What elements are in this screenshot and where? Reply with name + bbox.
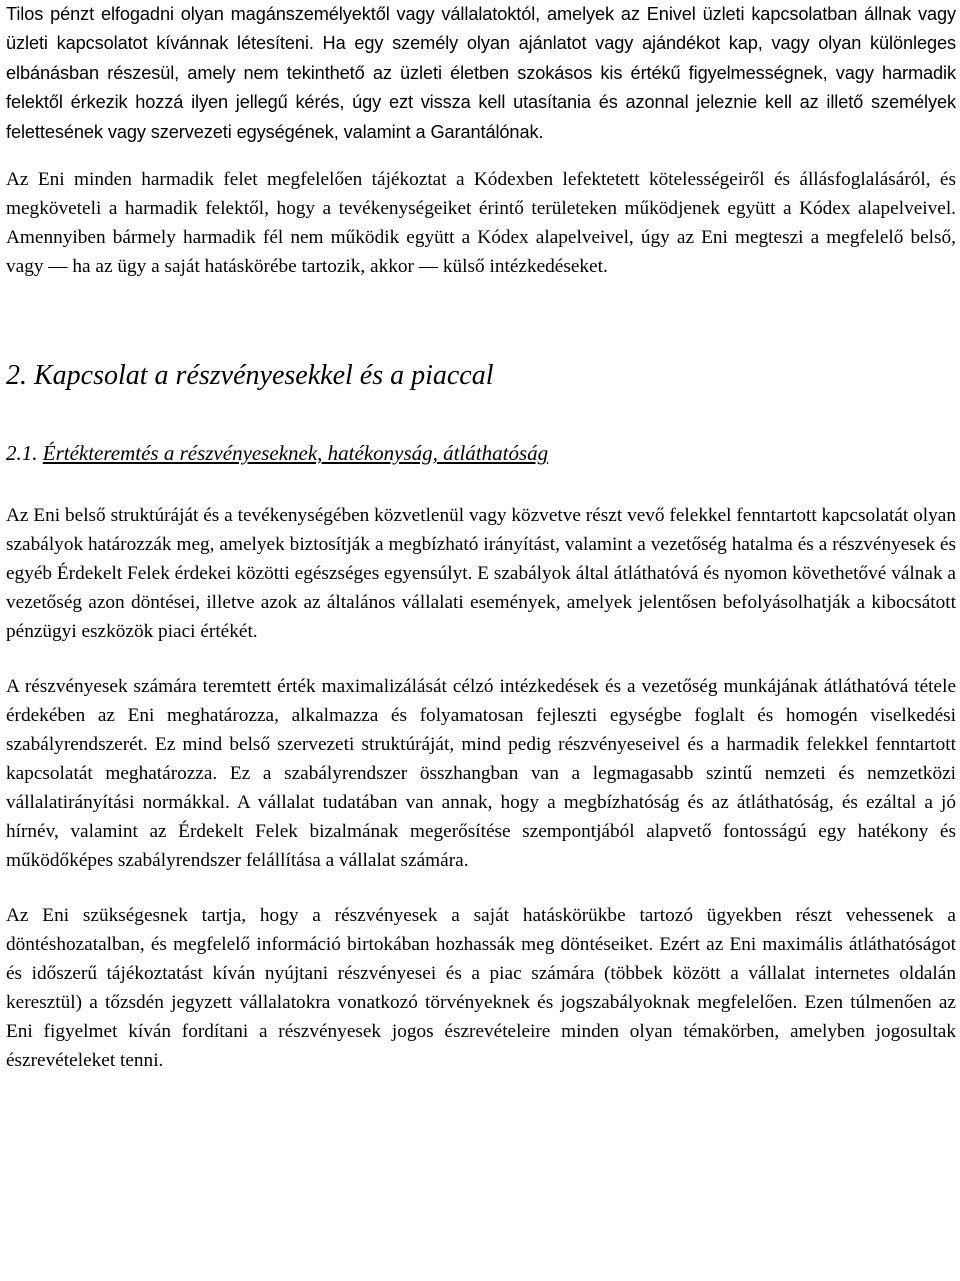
subsection-title: Értékteremtés a részvényeseknek, hatékonyság, átláthatóság [42,441,549,466]
paragraph-value: A részvényesek számára teremtett érték maximalizálását célzó intézkedések és a vezetőség munkájának átláthatóvá tétele érdekében az Eni meghatározza, alkalmazza és folyamatosan fejleszti egységbe foglalt és homogén viselkedési szabályrendszerét. Ez mind belső szervezeti struktúráját, mind pedig részvényeseivel és a harmadik felekkel fenntartott kapcsolatát meghatározza. Ez a szabályrendszer összhangban van a legmagasabb szintű nemzeti és nemzetközi vállalatirányítási normákkal. A vállalat tudatában van annak, hogy a megbízhatóság és az átláthatóság, és ezáltal a jó hírnév, valamint az Érdekelt Felek bizalmának megerősítése szempontjából alapvető fontosságú egy hatékony és működőképes szabályrendszer felállítása a vállalat számára. [6,676,956,872]
paragraph-intro: Tilos pénzt elfogadni olyan magánszemélyektől vagy vállalatoktól, amelyek az Enivel üzleti kapcsolatban állnak vagy üzleti kapcsolatot kívánnak létesíteni. Ha egy személy olyan ajánlatot vagy ajándékot kap, vagy olyan különleges elbánásban részesül, amely nem tekinthető az üzleti életben szokásos kis értékű figyelmességnek, vagy harmadik felektől érkezik hozzá ilyen jellegű kérés, úgy ezt vissza kell utasítania és azonnal jeleznie kell az illető személyek felettesének vagy szervezeti egységének, valamint a Garantálónak. [6,4,956,142]
document-page [6,0,956,1075]
subsection-heading [6,439,956,467]
section-heading: 2. Kapcsolat a részvényesekkel és a piaccal [6,360,494,392]
paragraph-eni-third-parties: Az Eni minden harmadik felet megfelelően tájékoztat a Kódexben lefektetett kötelességeiről és állásfoglalásáról, és megköveteli a harmadik felektől, hogy a tevékenységeiket érintő területeken működjenek együtt a Kódex alapelveivel. Amennyiben bármely harmadik fél nem működik együtt a Kódex alapelveivel, úgy az Eni megteszi a megfelelő belső, vagy ― ha az ügy a saját hatáskörébe tartozik, akkor ― külső intézkedéseket. [6,169,956,278]
paragraph-shareholders: Az Eni szükségesnek tartja, hogy a részvényesek a saját hatáskörükbe tartozó ügyekben részt vehessenek a döntéshozatalban, és megfelelő információ birtokában hozhassák meg döntéseiket. Ezért az Eni maximális átláthatóságot és időszerű tájékoztatást kíván nyújtani részvényesei és a piac számára (többek között a vállalat internetes oldalán keresztül) a tőzsdén jegyzett vállalatokra vonatkozó törvényeknek és jogszabályoknak megfelelően. Ezen túlmenően az Eni figyelmet kíván fordítani a részvényesek jogos észrevételeire minden olyan témakörben, amelyben jogosultak észrevételeket tenni. [6,905,956,1072]
paragraph-structure: Az Eni belső struktúráját és a tevékenységében közvetlenül vagy közvetve részt vevő felekkel fenntartott kapcsolatát olyan szabályok határozzák meg, amelyek biztosítják a megbízható irányítást, valamint a vezetőség hatalma és a részvényesek és egyéb Érdekelt Felek érdekei közötti egészséges egyensúlyt. E szabályok által átláthatóvá és nyomon követhetővé válnak a vezetőség azon döntései, illetve azok az általános vállalati események, amelyek jelentősen befolyásolhatják a kibocsátott pénzügyi eszközök piaci értékét. [6,505,956,643]
subsection-number: 2.1. [6,441,43,466]
